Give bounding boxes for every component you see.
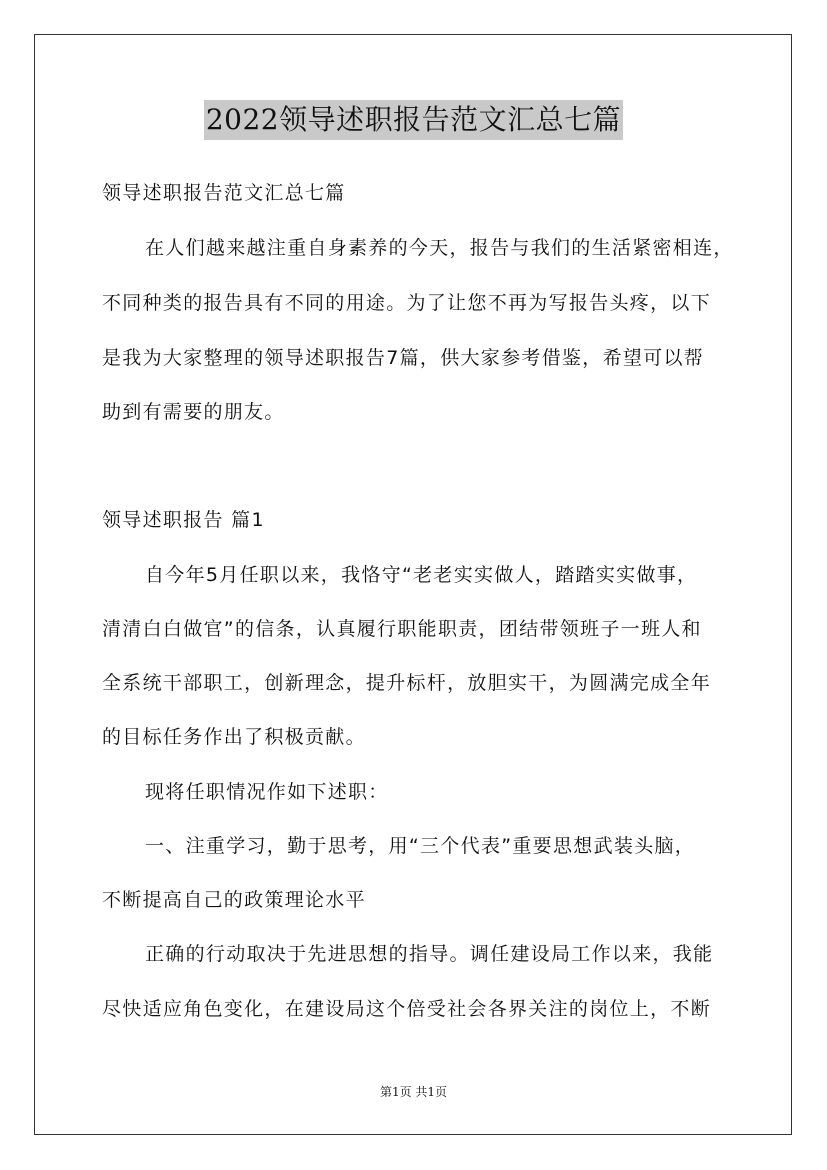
paragraph-line: 尽快适应角色变化，在建设局这个倍受社会各界关注的岗位上，不断: [102, 998, 712, 1020]
paragraph-line: 正确的行动取决于先进思想的指导。调任建设局工作以来，我能: [145, 943, 714, 965]
paragraph-line: 不断提高自己的政策理论水平: [102, 889, 366, 911]
document-title: 2022领导述职报告范文汇总七篇: [204, 100, 623, 140]
paragraph-line: 清清白白做官”的信条，认真履行职能职责，团结带领班子一班人和: [102, 618, 702, 640]
paragraph-line: 自今年5月任职以来，我恪守“老老实实做人，踏踏实实做事，: [145, 564, 698, 586]
paragraph-line: 一、注重学习，勤于思考，用“三个代表”重要思想武装头脑，: [145, 835, 696, 857]
paragraph-line: 不同种类的报告具有不同的用途。为了让您不再为写报告头疼，以下: [102, 292, 712, 314]
paragraph-line: 在人们越来越注重自身素养的今天，报告与我们的生活紧密相连，: [145, 237, 734, 259]
paragraph-line: 现将任职情况作如下述职：: [145, 781, 389, 803]
subtitle-line: 领导述职报告范文汇总七篇: [102, 182, 346, 204]
paragraph-line: 助到有需要的朋友。: [102, 401, 285, 423]
page-footer: 第1页 共1页: [379, 1085, 448, 1099]
paragraph-line: 全系统干部职工，创新理念，提升标杆，放胆实干，为圆满完成全年: [102, 672, 712, 694]
section-heading: 领导述职报告 篇1: [102, 509, 265, 531]
paragraph-line: 的目标任务作出了积极贡献。: [102, 726, 366, 748]
paragraph-line: 是我为大家整理的领导述职报告7篇，供大家参考借鉴，希望可以帮: [102, 347, 705, 369]
title-container: [0, 100, 827, 140]
